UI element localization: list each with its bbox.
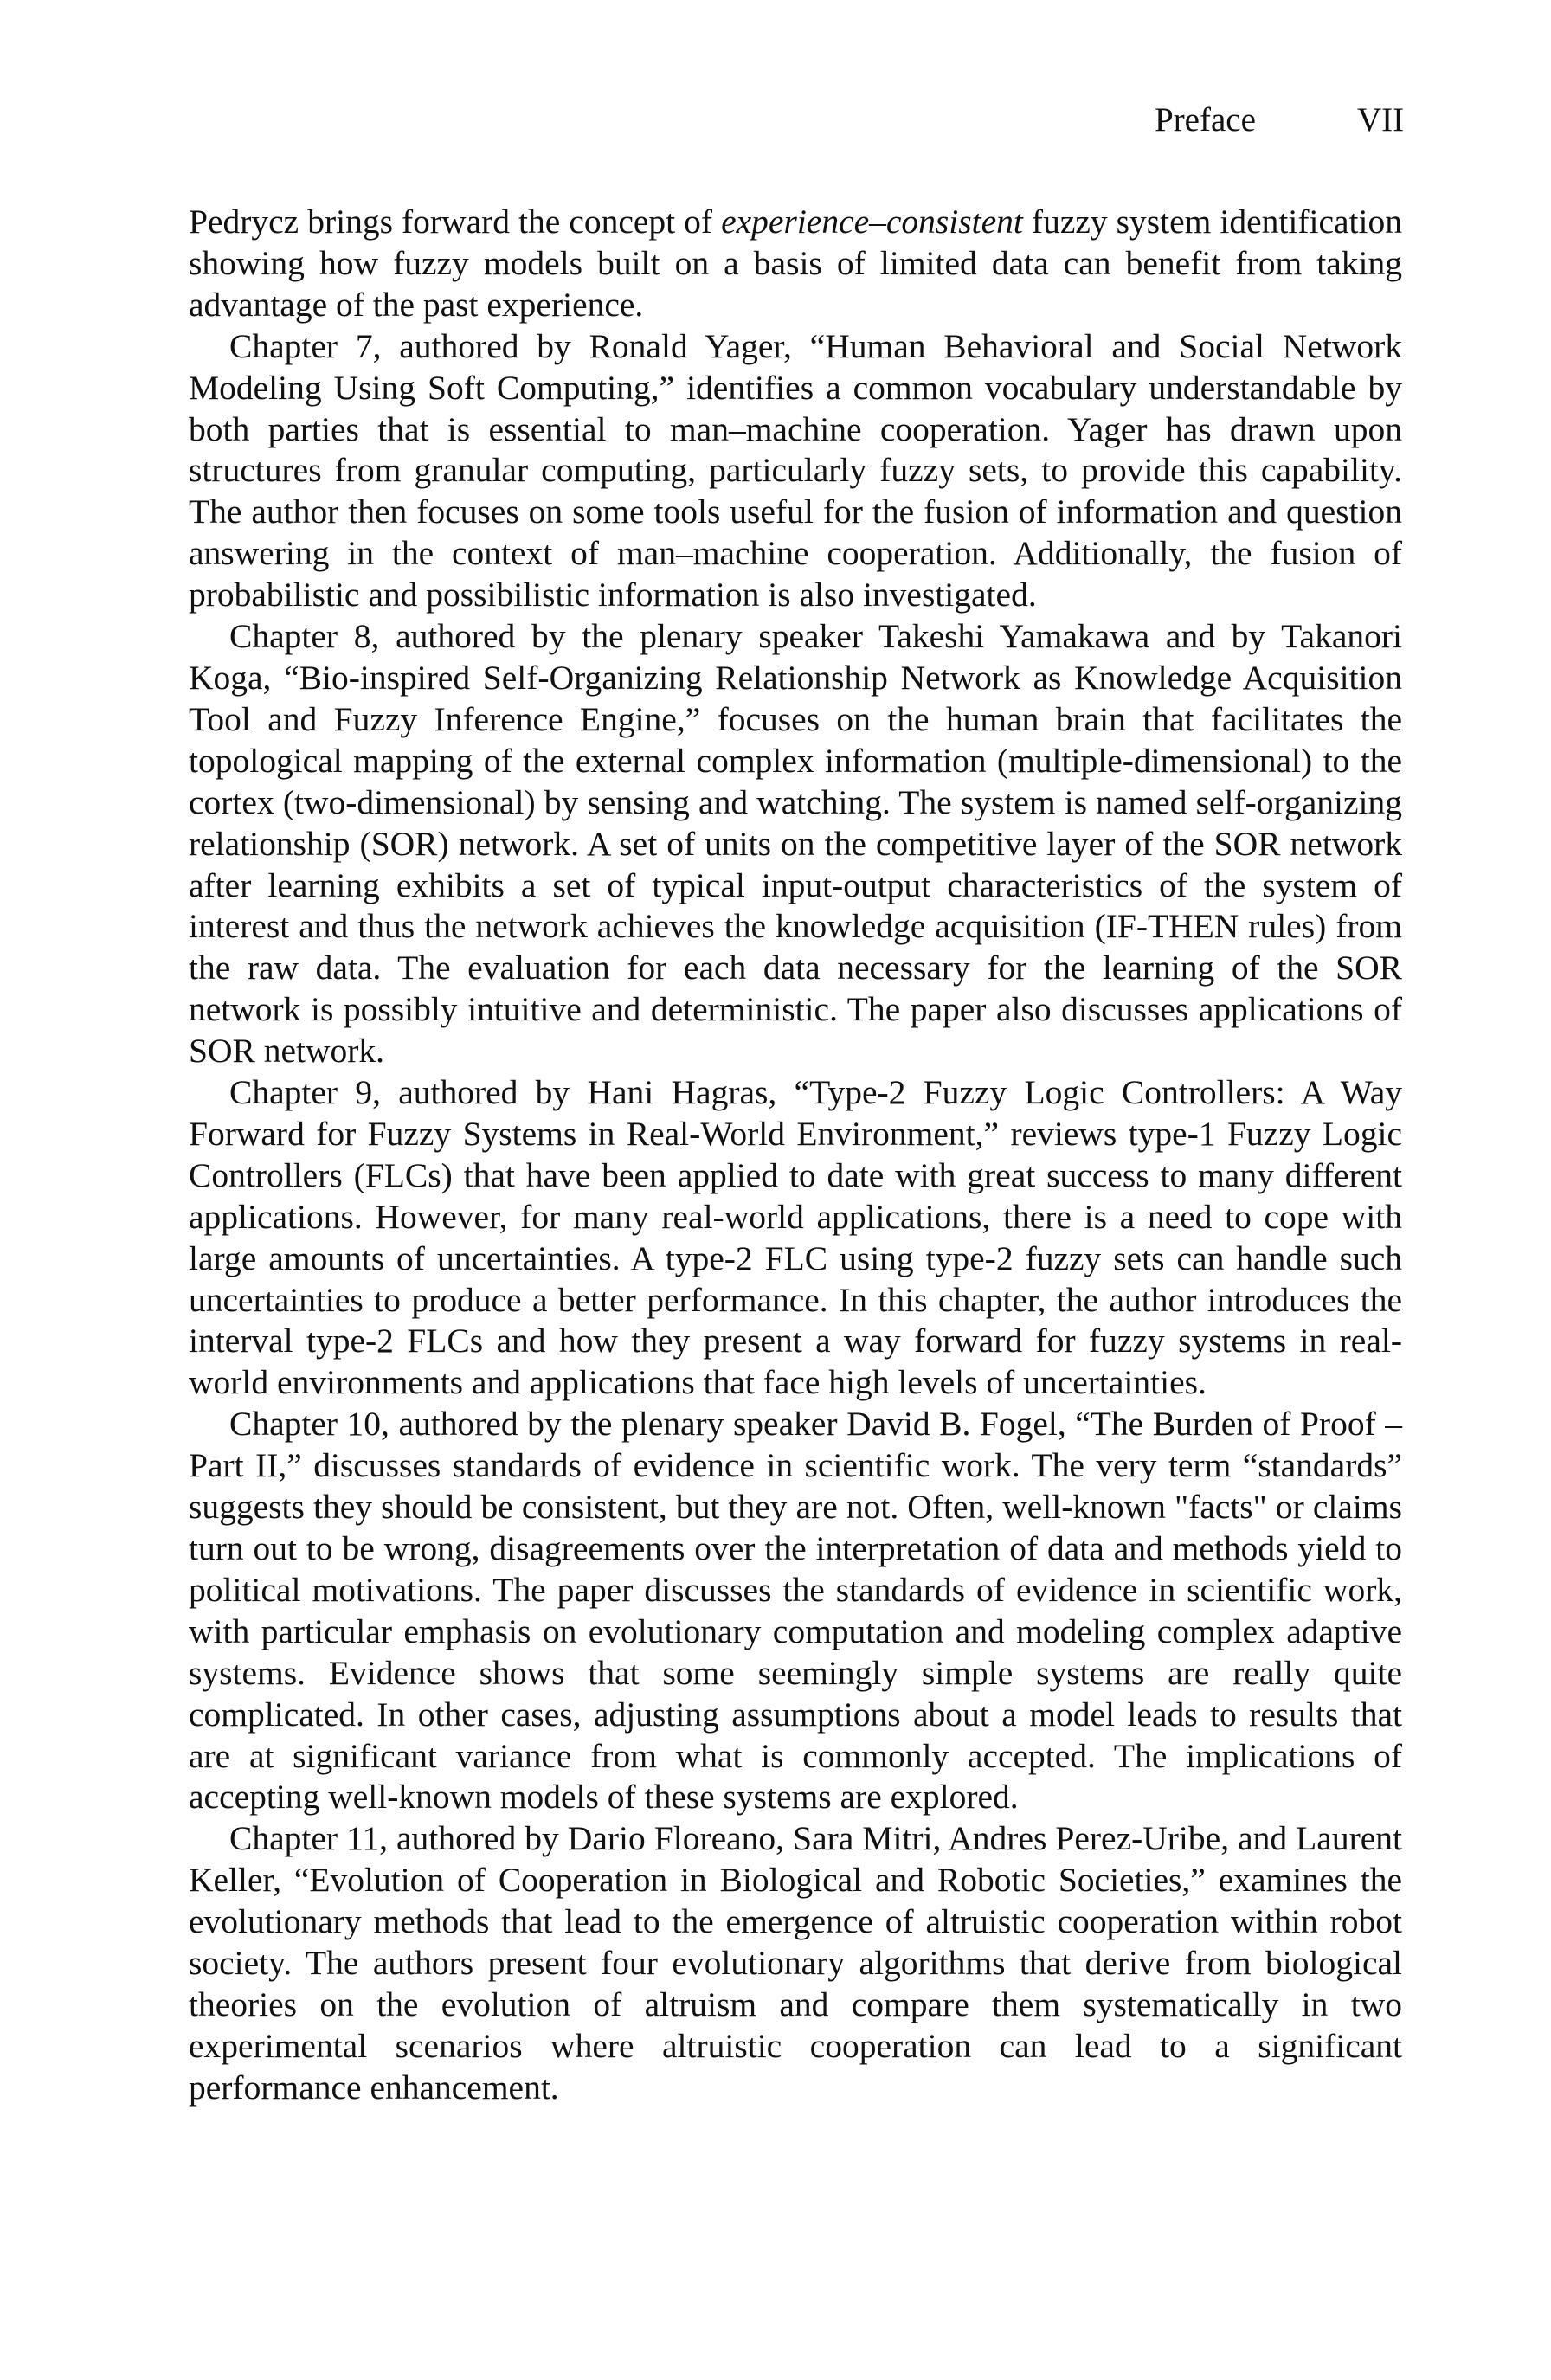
running-header [0, 100, 1551, 144]
paragraph-rest: fuzzy system identification showing how fuzzy models built on a basis of limited data can benefit from taking advantage of the past experience. [189, 203, 1402, 324]
paragraph-chapter-11: Chapter 11, authored by Dario Floreano, Sara Mitri, Andres Perez-Uribe, and Laurent Keller, “Evolution of Cooperation in Biological and Robotic Societies,” examines the evolutionary methods that lead to the emergence of altruistic cooperation within robot society. The authors present four evolutionary algorithms that derive from biological theories on the evolution of altruism and compare them systematically in two experimental scenarios where altruistic cooperation can lead to a significant performance enhancement. [189, 1819, 1402, 2107]
paragraph-pedrycz [189, 202, 1402, 326]
page-number: VII [1357, 101, 1405, 138]
section-title: Preface [1155, 101, 1256, 138]
paragraph-chapter-10: Chapter 10, authored by the plenary speaker David B. Fogel, “The Burden of Proof – Part II,” discusses standards of evidence in scientific work. The very term “standards” suggests they should be consistent, but they are not. Often, well-known "facts" or claims turn out to be wrong, disagreements over the interpretation of data and methods yield to political motivations. The paper discusses the standards of evidence in scientific work, with particular emphasis on evolutionary computation and modeling complex adaptive systems. Evidence shows that some seemingly simple systems are really quite complicated. In other cases, adjusting assumptions about a model leads to results that are at significant variance from what is commonly accepted. The implications of accepting well-known models of these systems are explored. [189, 1405, 1402, 1817]
body-text [189, 202, 1402, 2109]
emphasized-term: experience–consistent [721, 203, 1023, 241]
paragraph-chapter-8: Chapter 8, authored by the plenary speaker Takeshi Yamakawa and by Takanori Koga, “Bio-inspired Self-Organizing Relationship Network as Knowledge Acquisition Tool and Fuzzy Inference Engine,” focuses on the human brain that facilitates the topological mapping of the external complex information (multiple-dimensional) to the cortex (two-dimensional) by sensing and watching. The system is named self-organizing relationship (SOR) network. A set of units on the competitive layer of the SOR network after learning exhibits a set of typical input-output characteristics of the system of interest and thus the network achieves the knowledge acquisition (IF-THEN rules) from the raw data. The evaluation for each data necessary for the learning of the SOR network is possibly intuitive and deterministic. The paper also discusses applications of SOR network. [189, 617, 1402, 1071]
paragraph-lead: Pedrycz brings forward the concept of [189, 203, 722, 241]
paragraph-chapter-9: Chapter 9, authored by Hani Hagras, “Type-2 Fuzzy Logic Controllers: A Way Forward for Fuzzy Systems in Real-World Environment,” reviews type-1 Fuzzy Logic Controllers (FLCs) that have been applied to date with great success to many different applications. However, for many real-world applications, there is a need to cope with large amounts of uncertainties. A type-2 FLC using type-2 fuzzy sets can handle such uncertainties to produce a better performance. In this chapter, the author introduces the interval type-2 FLCs and how they present a way forward for fuzzy systems in real-world environments and applications that face high levels of uncertainties. [189, 1073, 1402, 1402]
paragraph-chapter-7: Chapter 7, authored by Ronald Yager, “Human Behavioral and Social Network Modeling Using Soft Computing,” identifies a common vocabulary understandable by both parties that is essential to man–machine cooperation. Yager has drawn upon structures from granular computing, particularly fuzzy sets, to provide this capability. The author then focuses on some tools useful for the fusion of information and question answering in the context of man–machine cooperation. Additionally, the fusion of probabilistic and possibilistic information is also investigated. [189, 326, 1402, 614]
